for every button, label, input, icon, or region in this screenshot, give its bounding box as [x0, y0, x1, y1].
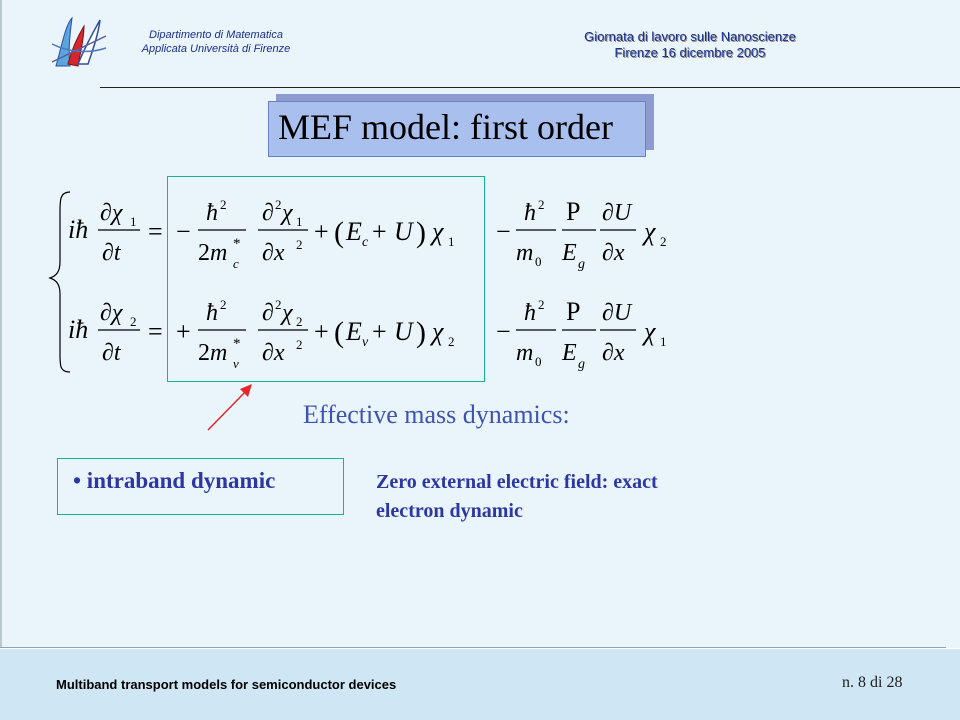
svg-text:2: 2	[220, 197, 227, 212]
svg-text:ħ: ħ	[206, 200, 218, 226]
department-logo-icon	[48, 14, 110, 70]
department-label	[106, 28, 326, 56]
zero-field-note	[376, 468, 796, 526]
svg-text:U: U	[394, 217, 413, 246]
svg-text:g: g	[578, 257, 585, 272]
slide-title: MEF model: first order	[278, 107, 613, 147]
svg-text:E: E	[346, 217, 362, 246]
svg-text:χ: χ	[644, 217, 656, 246]
intraband-bullet: • intraband dynamic	[73, 468, 276, 493]
svg-text:P: P	[566, 297, 581, 326]
svg-text:2: 2	[538, 197, 545, 212]
svg-text:∂x: ∂x	[262, 240, 285, 266]
svg-text:∂U: ∂U	[602, 300, 632, 326]
zero-field-line-1: Zero external electric field: exact	[376, 471, 658, 493]
svg-text:iħ: iħ	[68, 315, 89, 344]
svg-text:∂χ: ∂χ	[100, 300, 123, 326]
svg-text:+: +	[372, 317, 387, 346]
svg-text:v: v	[233, 356, 239, 371]
svg-text:P: P	[566, 197, 581, 226]
svg-text:*: *	[233, 236, 241, 252]
svg-text:+: +	[176, 317, 191, 346]
svg-text:−: −	[496, 217, 511, 246]
svg-text:∂t: ∂t	[102, 240, 121, 266]
svg-text:χ: χ	[282, 200, 293, 226]
svg-text:−: −	[496, 317, 511, 346]
svg-text:+: +	[314, 317, 329, 346]
header-divider	[100, 87, 960, 88]
svg-text:∂x: ∂x	[602, 240, 625, 266]
svg-text:ħ: ħ	[524, 300, 536, 326]
svg-text:(: (	[334, 216, 344, 249]
footer-title: Multiband transport models for semiconductor devices	[56, 677, 397, 692]
svg-text:∂x: ∂x	[602, 340, 625, 366]
svg-text:2: 2	[538, 297, 545, 312]
svg-text:ħ: ħ	[206, 300, 218, 326]
department-line-1: Dipartimento di Matematica	[149, 29, 283, 41]
svg-text:m: m	[516, 240, 534, 266]
svg-text:χ: χ	[282, 300, 293, 326]
svg-text:E: E	[346, 317, 362, 346]
svg-text:=: =	[148, 317, 163, 346]
event-label	[520, 29, 860, 61]
footer-divider	[0, 647, 946, 648]
svg-text:1: 1	[296, 214, 303, 229]
svg-text:2m: 2m	[198, 340, 228, 366]
page-number: n. 8 di 28	[842, 674, 903, 691]
equation-system	[40, 176, 760, 386]
svg-text:iħ: iħ	[68, 215, 89, 244]
svg-text:∂U: ∂U	[602, 200, 632, 226]
svg-text:E: E	[562, 340, 577, 366]
svg-text:2: 2	[296, 337, 303, 352]
svg-text:m: m	[516, 340, 534, 366]
svg-text:c: c	[233, 256, 239, 271]
svg-text:2: 2	[220, 297, 227, 312]
svg-text:*: *	[233, 336, 241, 352]
effective-mass-label: Effective mass dynamics:	[303, 400, 570, 429]
event-line-1: Giornata di lavoro sulle Nanoscienze	[584, 29, 796, 44]
svg-text:): )	[416, 216, 426, 249]
svg-text:0: 0	[535, 254, 542, 269]
svg-text:): )	[416, 316, 426, 349]
svg-text:1: 1	[448, 234, 455, 249]
svg-text:∂x: ∂x	[262, 340, 285, 366]
svg-text:0: 0	[535, 354, 542, 369]
svg-text:∂: ∂	[262, 200, 274, 226]
svg-text:c: c	[362, 235, 369, 250]
svg-text:U: U	[394, 317, 413, 346]
equation-1	[68, 197, 667, 272]
svg-text:g: g	[578, 357, 585, 372]
event-line-2: Firenze 16 dicembre 2005	[614, 45, 766, 60]
svg-text:2m: 2m	[198, 240, 228, 266]
svg-text:=: =	[148, 217, 163, 246]
svg-text:ħ: ħ	[524, 200, 536, 226]
svg-text:2: 2	[296, 314, 303, 329]
svg-text:+: +	[372, 217, 387, 246]
svg-text:2: 2	[275, 197, 282, 212]
svg-text:2: 2	[130, 314, 137, 329]
svg-text:∂: ∂	[262, 300, 274, 326]
svg-text:v: v	[362, 335, 369, 350]
svg-text:1: 1	[660, 334, 667, 349]
svg-text:2: 2	[660, 234, 667, 249]
red-pointer-arrow-icon	[200, 376, 270, 436]
svg-text:∂t: ∂t	[102, 340, 121, 366]
svg-text:2: 2	[448, 334, 455, 349]
svg-text:χ: χ	[432, 217, 444, 246]
zero-field-line-2: electron dynamic	[376, 500, 523, 522]
svg-text:∂χ: ∂χ	[100, 200, 123, 226]
svg-text:(: (	[334, 316, 344, 349]
svg-text:1: 1	[130, 214, 137, 229]
svg-text:+: +	[314, 217, 329, 246]
equation-2	[68, 297, 667, 372]
svg-text:χ: χ	[432, 317, 444, 346]
svg-text:2: 2	[275, 297, 282, 312]
svg-text:2: 2	[296, 237, 303, 252]
svg-text:E: E	[562, 240, 577, 266]
svg-text:−: −	[176, 217, 191, 246]
department-line-2: Applicata Università di Firenze	[141, 43, 291, 55]
svg-text:χ: χ	[644, 317, 656, 346]
